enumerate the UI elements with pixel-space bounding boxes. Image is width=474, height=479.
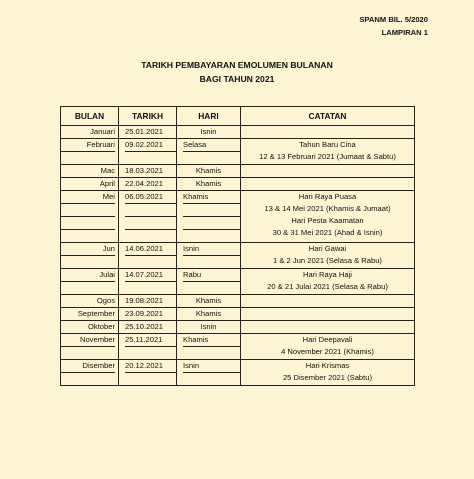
cell-tarikh [119, 126, 177, 139]
cell-bulan [61, 360, 119, 386]
bulan-text: Julai [99, 270, 115, 279]
column-header-bulan: BULAN [61, 107, 119, 126]
cell-tarikh [119, 191, 177, 243]
tarikh-text: 14.06.2021 [125, 244, 164, 253]
catatan-line: Tahun Baru Cina [299, 140, 356, 149]
cell-hari [177, 360, 241, 386]
cell-bulan [61, 269, 119, 295]
cell-tarikh [119, 334, 177, 360]
payment-schedule-table [60, 106, 415, 386]
table-row [61, 295, 415, 308]
catatan-line: 25 Disember 2021 (Sabtu) [282, 373, 373, 382]
hari-text: Selasa [183, 140, 207, 149]
bulan-text: September [77, 309, 115, 318]
table-row [61, 308, 415, 321]
cell-bulan [61, 178, 119, 191]
catatan-line: Hari Pesta Kaamatan [291, 216, 364, 225]
catatan-line: Hari Deepavali [302, 335, 353, 344]
cell-tarikh [119, 269, 177, 295]
bulan-text: Disember [82, 361, 115, 370]
tarikh-text: 09.02.2021 [125, 140, 164, 149]
document-title: TARIKH PEMBAYARAN EMOLUMEN BULANAN [141, 60, 333, 70]
tarikh-text: 25.10.2021 [125, 322, 164, 331]
column-header-hari: HARI [177, 107, 241, 126]
document-subtitle: BAGI TAHUN 2021 [199, 74, 275, 84]
cell-hari [177, 308, 241, 321]
cell-catatan [241, 126, 415, 139]
cell-tarikh [119, 295, 177, 308]
hari-text: Khamis [195, 166, 222, 175]
column-header-catatan: CATATAN [241, 107, 415, 126]
cell-bulan [61, 191, 119, 243]
attachment-label: LAMPIRAN 1 [381, 28, 428, 37]
table-row [61, 360, 415, 386]
bulan-text: Mei [102, 192, 115, 201]
hari-text: Isnin [200, 127, 217, 136]
cell-tarikh [119, 139, 177, 165]
hari-text: Khamis [195, 179, 222, 188]
cell-tarikh [119, 243, 177, 269]
cell-hari [177, 191, 241, 243]
cell-catatan [241, 165, 415, 178]
cell-bulan [61, 321, 119, 334]
bulan-text: Februari [86, 140, 115, 149]
bulan-text: Jun [102, 244, 115, 253]
cell-tarikh [119, 165, 177, 178]
tarikh-text: 25.11.2021 [125, 335, 163, 344]
cell-hari [177, 269, 241, 295]
catatan-line: 20 & 21 Julai 2021 (Selasa & Rabu) [267, 282, 388, 291]
cell-bulan [61, 126, 119, 139]
cell-bulan [61, 139, 119, 165]
table-row [61, 191, 415, 243]
table-row [61, 269, 415, 295]
tarikh-text: 06.05.2021 [125, 192, 164, 201]
tarikh-text: 18.03.2021 [125, 166, 164, 175]
table-row [61, 178, 415, 191]
cell-tarikh [119, 308, 177, 321]
table-row [61, 321, 415, 334]
cell-bulan [61, 243, 119, 269]
cell-bulan [61, 334, 119, 360]
column-header-tarikh: TARIKH [119, 107, 177, 126]
table-row [61, 126, 415, 139]
cell-hari [177, 139, 241, 165]
hari-text: Khamis [195, 309, 222, 318]
table-row [61, 139, 415, 165]
table-body [61, 126, 415, 386]
bulan-text: Januari [90, 127, 115, 136]
cell-catatan [241, 191, 415, 243]
cell-catatan [241, 139, 415, 165]
cell-catatan [241, 334, 415, 360]
cell-hari [177, 165, 241, 178]
bulan-text: November [79, 335, 115, 344]
cell-catatan [241, 295, 415, 308]
cell-hari [177, 334, 241, 360]
hari-text: Isnin [183, 244, 200, 253]
cell-hari [177, 178, 241, 191]
reference-number: SPANM BIL. 5/2020 [359, 15, 428, 24]
tarikh-text: 20.12.2021 [125, 361, 164, 370]
hari-text: Khamis [183, 335, 209, 344]
table-row [61, 243, 415, 269]
tarikh-text: 14.07.2021 [125, 270, 164, 279]
tarikh-text: 22.04.2021 [125, 179, 164, 188]
cell-catatan [241, 360, 415, 386]
bulan-text: Mac [100, 166, 115, 175]
catatan-line: 4 November 2021 (Khamis) [281, 347, 374, 356]
bulan-text: April [99, 179, 115, 188]
bulan-text: Ogos [96, 296, 115, 305]
hari-text: Khamis [183, 192, 209, 201]
tarikh-text: 25.01.2021 [125, 127, 164, 136]
cell-tarikh [119, 178, 177, 191]
catatan-line: 12 & 13 Februari 2021 (Jumaat & Sabtu) [259, 152, 396, 161]
table-row [61, 165, 415, 178]
cell-bulan [61, 295, 119, 308]
bulan-text: Oktober [87, 322, 115, 331]
cell-catatan [241, 243, 415, 269]
cell-hari [177, 295, 241, 308]
catatan-line: Hari Raya Puasa [298, 192, 357, 201]
cell-tarikh [119, 360, 177, 386]
cell-catatan [241, 321, 415, 334]
cell-hari [177, 321, 241, 334]
hari-text: Rabu [183, 270, 202, 279]
catatan-line: Hari Krismas [305, 361, 350, 370]
cell-catatan [241, 269, 415, 295]
cell-tarikh [119, 321, 177, 334]
tarikh-text: 23.09.2021 [125, 309, 164, 318]
tarikh-text: 19.08.2021 [125, 296, 164, 305]
cell-bulan [61, 308, 119, 321]
catatan-line: Hari Raya Haji [303, 270, 352, 279]
catatan-line: 13 & 14 Mei 2021 (Khamis & Jumaat) [264, 204, 391, 213]
cell-bulan [61, 165, 119, 178]
hari-text: Isnin [200, 322, 217, 331]
cell-hari [177, 126, 241, 139]
hari-text: Isnin [183, 361, 200, 370]
catatan-line: Hari Gawai [308, 244, 347, 253]
cell-catatan [241, 308, 415, 321]
hari-text: Khamis [195, 296, 222, 305]
table-header-row [61, 107, 415, 126]
cell-catatan [241, 178, 415, 191]
document-reference [359, 14, 428, 40]
catatan-line: 1 & 2 Jun 2021 (Selasa & Rabu) [273, 256, 382, 265]
cell-hari [177, 243, 241, 269]
table-row [61, 334, 415, 360]
catatan-line: 30 & 31 Mei 2021 (Ahad & Isnin) [272, 228, 383, 237]
